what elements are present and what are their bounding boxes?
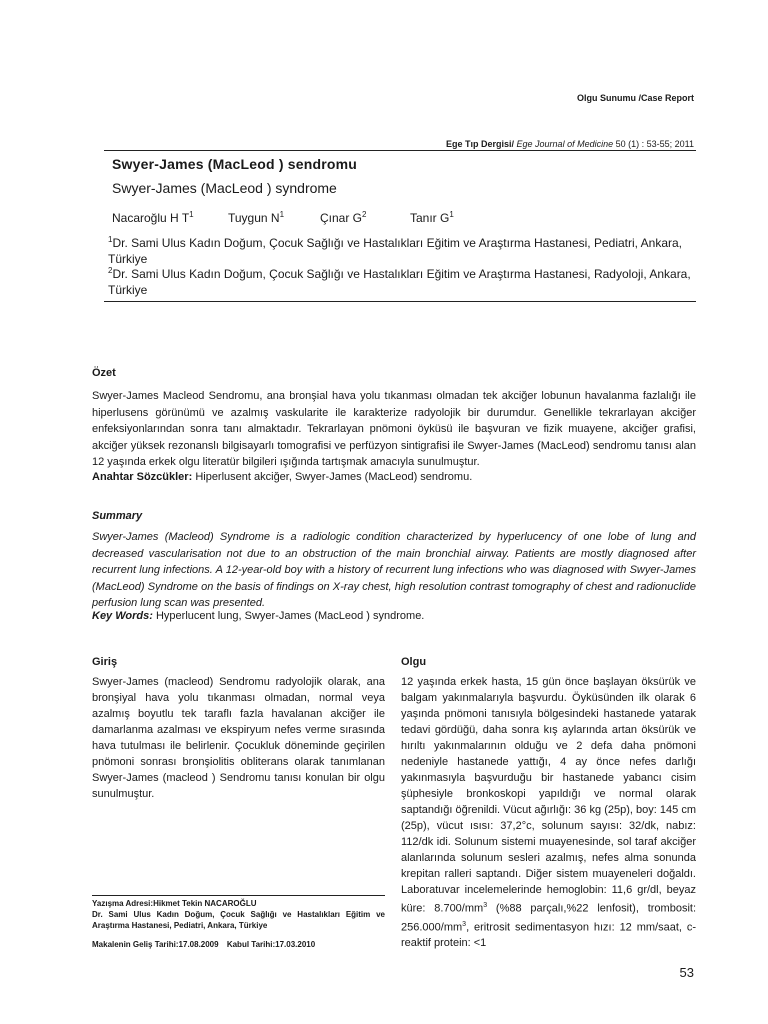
giris-heading: Giriş — [92, 656, 118, 668]
author-3: Çınar $G^2$ — [320, 210, 367, 225]
article-category: Olgu Sunumu /Case Report — [576, 93, 694, 103]
correspondence-address: Dr. Sami Ulus Kadın Doğum, Çocuk Sağlığı ve Hastalıkları Eğitim ve Araştırma Hastanesi, Pediatri, Ankara, Türkiye — [92, 910, 385, 930]
ozet-keywords: Anahtar Sözcükler: Hiperlusent akciğer, Swyer-James (MacLeod) sendromu. — [92, 471, 473, 483]
title-english: Swyer-James (MacLeod ) syndrome — [112, 180, 337, 196]
author-4: Tanır $G^1$ — [410, 210, 454, 225]
author-list — [112, 211, 672, 227]
ozet-heading: Özet — [92, 367, 116, 379]
journal-name-tr: Ege Tıp Dergisi — [445, 139, 512, 149]
summary-keywords: Key Words: Hyperlucent lung, Swyer-James (MacLeod ) syndrome. — [92, 610, 425, 622]
footnote-rule — [92, 895, 385, 896]
summary-text: Swyer-James (Macleod) Syndrome is a radiologic condition characterized by hyperlucency of one lobe of lung and decreased vascularisation not due to an obstruction of the main bronchial airway. Patients are mostly diagnosed after recurrent lung infections. A 12-year-old boy with a history of recurrent lung infections who was diagnosed with Swyer-James (MacLeod) Syndrome on the basis of findings on X-ray chest, high resolution contrast tomography of chest and radionuclide perfusion lung scan was presented. — [92, 531, 696, 609]
affiliation-1: $^1$Dr. Sami Ulus Kadın Doğum, Çocuk Sağlığı ve Hastalıkları Eğitim ve Araştırma Hastanesi, Pediatri, Ankara, Türkiye — [108, 235, 683, 266]
affiliation-rule — [104, 301, 696, 302]
correspondence-name: Yazışma Adresi:Hikmet Tekin NACAROĞLU — [92, 899, 257, 908]
author-2: Tuygun $N^1$ — [228, 210, 285, 225]
journal-citation: Ege Tıp Dergisi/ Ege Journal of Medicine 50 (1) : 53-55; 2011 — [445, 139, 694, 149]
correspondence — [92, 898, 385, 931]
header-rule — [104, 150, 696, 151]
olgu-text: 12 yaşında erkek hasta, 15 gün önce başlayan öksürük ve balgam yakınmalarıyla başvurdu. Öyküsünden ilk olarak 6 yaşında pnömoni tanısıyla bölgesindeki hastanede yatarak tedavi gördüğü, daha sonra kış aylarında artan öksürük ve hırıltı yakınmalarının olduğu ve 2 defa daha pnömoni nedeniyle hastanede yattığı, 4 ay önce nefes darlığı yakınmasıyla başvurduğu bir hastanede yabancı cisim şüphesiyle bronkoskopi yapıldığı ve normal olarak saptandığı öğrenildi. Vücut ağırlığı: 36 kg (25p), boy: 145 cm (25p), vücut ısısı: 37,2°c, solunum sayısı: 32/dk, nabız: 112/dk idi. Solunum sistemi muayenesinde, sol taraf akciğer alanlarında solunum sesleri azalmış, nefes alma sonunda krepitan ralleri saptandı. Diğer sistem muayeneleri doğaldı. Laboratuvar incelemelerinde hemoglobin: 11,6 gr/dl, beyaz küre: $8.700/mm^3$ (%88 parçalı,%22 lenfosit), trombosit: $256.000/mm^3$, eritrosit sedimentasyon hızı: 12 mm/saat, c-reaktif protein: <1 — [401, 676, 696, 950]
accepted-date: Kabul Tarihi:17.03.2010 — [226, 940, 316, 949]
page-number: 53 — [679, 965, 694, 980]
affiliation-2: $^2$Dr. Sami Ulus Kadın Doğum, Çocuk Sağlığı ve Hastalıkları Eğitim ve Araştırma Hastanesi, Radyoloji, Ankara, Türkiye — [108, 266, 691, 297]
author-1: Nacaroğlu H $T^1$ — [112, 210, 194, 225]
olgu-heading: Olgu — [401, 656, 427, 668]
journal-name-en: Ege Journal of Medicine — [516, 139, 614, 149]
journal-volume: 50 (1) : 53-55; 2011 — [615, 139, 694, 149]
article-dates — [92, 940, 315, 949]
summary-heading: Summary — [92, 510, 143, 522]
giris-text: Swyer-James (macleod) Sendromu radyolojik olarak, ana bronşiyal hava yolu tıkanması olmadan, normal veya azalmış boyutlu tek taraflı fazla havalanan akciğer ile damarlanma azalması ve ekspiryum nefes verme sırasında hava tutulması ile belirlenir. Çocukluk döneminde geçirilen pnömoni sonrası bronşiolitis obliterans olarak tanımlanan Swyer-James (macleod ) Sendromu tanısı konulan bir olgu sunulmuştur. — [92, 676, 385, 800]
ozet-text: Swyer-James Macleod Sendromu, ana bronşial hava yolu tıkanması olmadan tek akciğer lobunun havalanma fazlalığı ile hiperlusens görünümü ve azalmış vaskularite ile karakterize radyolojik bir durumdur. Genellikle tekrarlayan akciğer enfeksiyonlarından sonra tanı almaktadır. Tekrarlayan pnömoni öyküsü ile başvuran ve fizik muayene, akciğer grafisi, akciğer yüksek rezonanslı bilgisayarlı tomografisi ve perfüzyon sintigrafisi ile Swyer-James (MacLeod) sendromu tanısı alan 12 yaşında erkek olgu literatür bilgileri ışığında tartışmak amacıyla sunulmuştur. — [92, 390, 696, 468]
received-date: Makalenin Geliş Tarihi:17.08.2009 — [92, 940, 219, 949]
title-turkish: Swyer-James (MacLeod ) sendromu — [112, 156, 358, 172]
